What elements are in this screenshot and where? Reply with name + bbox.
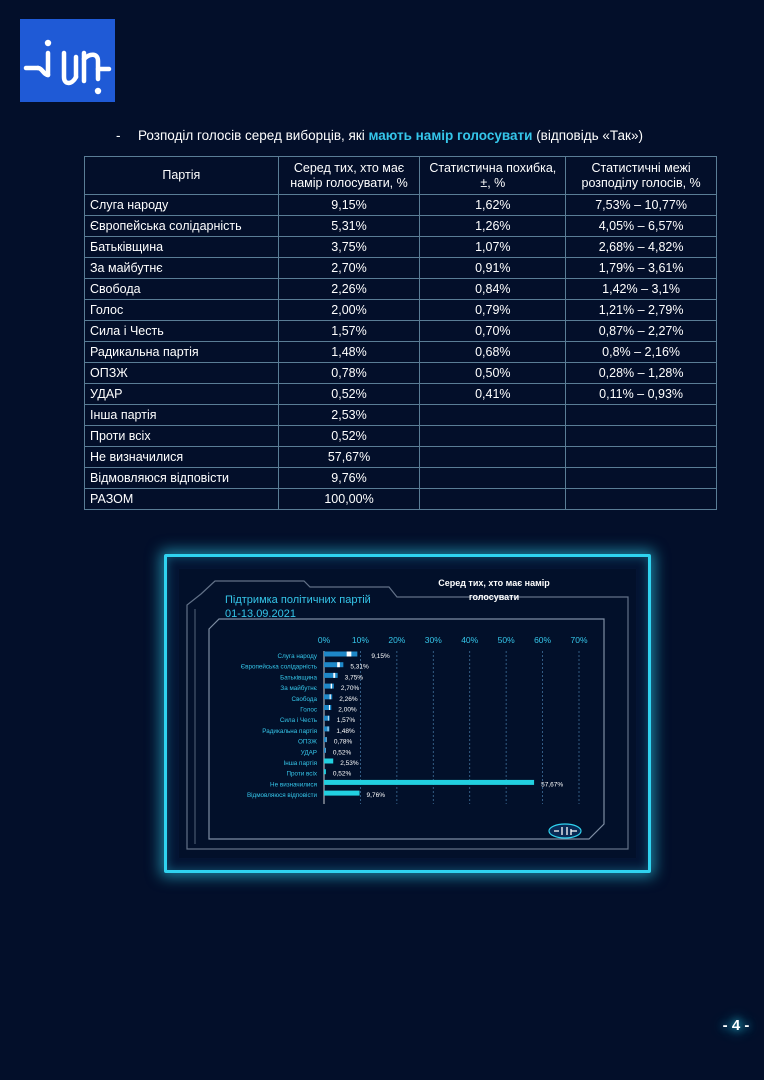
bar xyxy=(324,737,327,742)
bar xyxy=(324,769,326,774)
bar-segment xyxy=(324,716,330,721)
cell-party: Не визначилися xyxy=(85,447,279,468)
bar xyxy=(324,694,332,699)
cell-error: 0,91% xyxy=(420,258,566,279)
cell-share: 100,00% xyxy=(278,489,420,510)
table-row xyxy=(85,363,717,384)
cell-party: Сила і Честь xyxy=(85,321,279,342)
cell-error: 0,50% xyxy=(420,363,566,384)
category-label: Батьківщина xyxy=(280,674,317,682)
value-label: 2,00% xyxy=(338,706,357,714)
chart-title: Серед тих, хто має намір xyxy=(438,578,550,588)
cell-error: 1,07% xyxy=(420,237,566,258)
tick-label: 40% xyxy=(461,635,479,645)
table-row xyxy=(85,489,717,510)
bar xyxy=(324,748,326,753)
cell-party: ОПЗЖ xyxy=(85,363,279,384)
category-label: Голос xyxy=(300,706,317,714)
cell-party: Радикальна партія xyxy=(85,342,279,363)
bar-segment xyxy=(324,662,343,667)
bar xyxy=(324,684,334,689)
bar xyxy=(324,705,331,710)
value-label: 9,15% xyxy=(371,653,390,660)
bar-segment xyxy=(324,652,357,657)
table-row xyxy=(85,468,717,489)
value-label: 9,76% xyxy=(366,792,385,800)
bar-highlight xyxy=(331,684,332,689)
header-error: Статистична похибка, ±, % xyxy=(420,157,566,195)
bar xyxy=(324,759,333,764)
category-label: Відмовляюся відповісти xyxy=(246,792,317,800)
table-row xyxy=(85,216,717,237)
cell-range: 4,05% – 6,57% xyxy=(566,216,717,237)
bar xyxy=(324,726,329,731)
cell-party: Батьківщина xyxy=(85,237,279,258)
cell-share: 1,48% xyxy=(278,342,420,363)
value-label: 0,52% xyxy=(332,749,352,757)
table-row xyxy=(85,258,717,279)
cell-range: 0,87% – 2,27% xyxy=(566,321,717,342)
cell-range: 1,42% – 3,1% xyxy=(566,279,717,300)
cell-error: 0,79% xyxy=(420,300,566,321)
tick-label: 50% xyxy=(497,635,515,645)
bar-highlight xyxy=(328,716,329,721)
bar xyxy=(324,662,343,667)
cell-error xyxy=(420,447,566,468)
cell-share: 5,31% xyxy=(278,216,420,237)
bar-segment xyxy=(324,726,329,731)
table-row xyxy=(85,447,717,468)
cell-share: 1,57% xyxy=(278,321,420,342)
cell-share: 2,26% xyxy=(278,279,420,300)
cell-party: РАЗОМ xyxy=(85,489,279,510)
value-label: 2,70% xyxy=(340,685,360,693)
value-label: 5,31% xyxy=(350,663,369,671)
cell-share: 0,78% xyxy=(278,363,420,384)
table-row xyxy=(85,279,717,300)
chart-bars xyxy=(324,652,534,796)
tick-label: 60% xyxy=(534,635,552,645)
value-label: 2,53% xyxy=(340,760,359,767)
bar xyxy=(324,791,360,796)
cell-error: 1,62% xyxy=(420,195,566,216)
tick-label: 20% xyxy=(388,635,406,645)
intro-text: Розподіл голосів серед виборців, які xyxy=(138,128,369,143)
bar-highlight xyxy=(333,673,335,678)
bar-segment xyxy=(324,748,326,753)
cell-party: Європейська солідарність xyxy=(85,216,279,237)
table-header-row xyxy=(85,157,717,195)
table-body xyxy=(85,195,717,510)
category-label: Сила і Честь xyxy=(279,717,317,725)
logo xyxy=(20,19,115,102)
cell-party: Проти всіх xyxy=(85,426,279,447)
table-row xyxy=(85,426,717,447)
table-row xyxy=(85,237,717,258)
tick-label: 70% xyxy=(570,635,588,645)
cell-error xyxy=(420,489,566,510)
cell-error xyxy=(420,405,566,426)
cell-range xyxy=(566,489,717,510)
value-label: 0,78% xyxy=(333,738,353,746)
table-row xyxy=(85,195,717,216)
table-row xyxy=(85,300,717,321)
cell-range: 0,28% – 1,28% xyxy=(566,363,717,384)
cell-share: 9,15% xyxy=(278,195,420,216)
cell-party: Інша партія xyxy=(85,405,279,426)
intro-highlight: мають намір голосувати xyxy=(368,128,533,143)
category-label: УДАР xyxy=(300,749,317,757)
cell-share: 9,76% xyxy=(278,468,420,489)
category-label: Слуга народу xyxy=(277,653,317,660)
cell-party: Відмовляюся відповісти xyxy=(85,468,279,489)
cell-party: Слуга народу xyxy=(85,195,279,216)
value-label: 2,26% xyxy=(339,695,358,703)
cell-error xyxy=(420,426,566,447)
header-party: Партія xyxy=(85,157,279,195)
bar xyxy=(324,716,330,721)
results-table xyxy=(84,156,717,510)
cell-error: 1,26% xyxy=(420,216,566,237)
cell-error: 0,84% xyxy=(420,279,566,300)
cell-party: Свобода xyxy=(85,279,279,300)
bar xyxy=(324,780,534,785)
category-label: Свобода xyxy=(291,695,317,703)
cell-share: 57,67% xyxy=(278,447,420,468)
chart-title-line2: голосувати xyxy=(468,592,520,602)
bar-highlight xyxy=(329,705,330,710)
bullet-dash: - xyxy=(116,128,121,143)
bar-highlight xyxy=(347,652,352,657)
cell-range: 0,11% – 0,93% xyxy=(566,384,717,405)
cell-share: 2,00% xyxy=(278,300,420,321)
category-label: Інша партія xyxy=(283,760,317,767)
tick-label: 10% xyxy=(351,635,369,645)
category-label: За майбутнє xyxy=(280,685,317,693)
bar-highlight xyxy=(328,726,329,731)
value-label: 57,67% xyxy=(541,781,564,789)
cell-range: 0,8% – 2,16% xyxy=(566,342,717,363)
cell-share: 2,70% xyxy=(278,258,420,279)
chart-panel xyxy=(179,569,636,858)
bar-segment xyxy=(324,684,334,689)
cell-range xyxy=(566,447,717,468)
value-label: 1,48% xyxy=(336,727,355,735)
logo-icon xyxy=(20,19,115,102)
bar-segment xyxy=(324,737,327,742)
intro-text-end: (відповідь «Так») xyxy=(532,128,643,143)
bar xyxy=(324,673,338,678)
category-label: Європейська солідарність xyxy=(240,663,317,671)
cell-error xyxy=(420,468,566,489)
cell-party: УДАР xyxy=(85,384,279,405)
category-label: Не визначилися xyxy=(270,781,317,789)
value-label: 1,57% xyxy=(336,717,356,725)
cell-range xyxy=(566,468,717,489)
tick-label: 0% xyxy=(317,635,331,645)
cell-share: 0,52% xyxy=(278,384,420,405)
cell-error: 0,68% xyxy=(420,342,566,363)
bar-segment xyxy=(324,673,338,678)
header-range: Статистичні межі розподілу голосів, % xyxy=(566,157,717,195)
bar-highlight xyxy=(337,662,340,667)
category-label: ОПЗЖ xyxy=(297,738,317,746)
cell-share: 0,52% xyxy=(278,426,420,447)
cell-error: 0,70% xyxy=(420,321,566,342)
cell-range xyxy=(566,426,717,447)
cell-share: 2,53% xyxy=(278,405,420,426)
table-row xyxy=(85,405,717,426)
table-row xyxy=(85,384,717,405)
bar-segment xyxy=(324,705,331,710)
panel-subtitle: 01-13.09.2021 xyxy=(225,608,296,620)
table-row xyxy=(85,342,717,363)
cell-share: 3,75% xyxy=(278,237,420,258)
chart-value-labels xyxy=(333,653,563,799)
cell-error: 0,41% xyxy=(420,384,566,405)
bar-highlight xyxy=(330,694,331,699)
header-share: Серед тих, хто має намір голосувати, % xyxy=(278,157,420,195)
cell-range: 1,21% – 2,79% xyxy=(566,300,717,321)
chart-logo-icon xyxy=(549,824,581,838)
bar-segment xyxy=(324,694,332,699)
category-label: Проти всіх xyxy=(286,770,317,778)
chart-categories xyxy=(241,653,318,799)
cell-range xyxy=(566,405,717,426)
bar-chart xyxy=(179,569,636,858)
cell-party: Голос xyxy=(85,300,279,321)
category-label: Радикальна партія xyxy=(262,727,317,735)
chart-frame xyxy=(164,554,651,873)
bar xyxy=(324,652,357,657)
value-label: 0,52% xyxy=(332,770,352,778)
tick-label: 30% xyxy=(424,635,442,645)
intro-paragraph xyxy=(116,128,643,143)
table-row xyxy=(85,321,717,342)
cell-range: 7,53% – 10,77% xyxy=(566,195,717,216)
panel-decor xyxy=(187,581,628,849)
panel-title: Підтримка політичних партій xyxy=(225,594,371,606)
page-number: - 4 - xyxy=(722,1017,750,1034)
value-label: 3,75% xyxy=(344,674,364,682)
cell-range: 1,79% – 3,61% xyxy=(566,258,717,279)
cell-party: За майбутнє xyxy=(85,258,279,279)
chart-ticks xyxy=(318,635,588,645)
cell-range: 2,68% – 4,82% xyxy=(566,237,717,258)
